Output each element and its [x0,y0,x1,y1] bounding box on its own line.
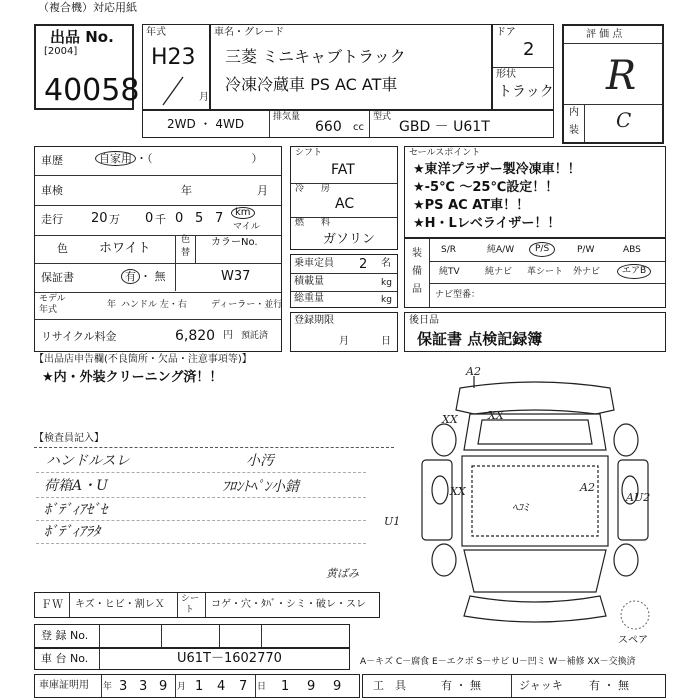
warranty-yes-option: 有 [121,269,140,284]
aircon-label1: 冷 [295,184,305,194]
displacement-label: 排気量 [273,112,301,122]
documents-block [404,312,666,352]
fuel-label2: 料 [321,218,331,228]
diagram-mark-a2-top: A2 [466,365,481,378]
sales-points-block [404,146,666,238]
cert-year-label: 年 [103,682,113,692]
fw-label: ＦＷ [41,598,63,611]
form-title: （複合機）対応用紙 [38,1,137,14]
equipment-label2: 備 [412,266,422,277]
sales-point-4: ★H・Lレベライザー！！ [413,216,561,231]
sales-point-1: ★東洋プラザー製冷凍車！！ [413,162,581,177]
vehicle-info-block [34,146,282,352]
registration-period-block [290,312,398,352]
sales-point-3: ★PS AC AT車！！ [413,198,530,213]
seat-label1: シー [181,594,200,604]
fuel-value: ガソリン [323,232,376,247]
grade-box [562,24,664,144]
car-name-label: 車名・グレード [214,27,284,38]
capacity-block [290,254,398,308]
fw-text: キズ・ヒビ・割レＸ [75,599,165,610]
warranty-choice [121,271,166,282]
registration-period-label: 登録期限 [294,315,334,326]
jack-value: 有 ・ 無 [589,679,629,692]
sales-points-label: セールスポイント [409,148,481,158]
recycle-label: リサイクル料金 [41,330,117,343]
model-label: 型式 [373,112,392,122]
cert-day-label: 日 [257,682,267,692]
payload-unit: kg [381,278,392,288]
recycle-note: 預託済 [241,331,269,341]
aircon-label2: 房 [321,184,331,194]
diagram-mark-xx-3: XX [450,485,466,498]
payload-label: 積載量 [294,276,324,287]
cert-month-label: 月 [177,682,187,692]
grade-label: 評 価 点 [586,29,623,40]
history-rest: ・（ ） [136,152,263,165]
diagram-mark-xx-1: XX [442,413,458,426]
damage-legend: A－キズ C－腐食 E－エクボ S－サビ U－凹ミ W－補修 XX－交換済 [360,657,636,667]
capacity-unit: 名 [381,258,391,269]
equip-navi: 純ナビ [485,267,513,277]
spare-label: スペア [618,635,648,646]
aircon-value: AC [335,196,355,212]
cert-y2: 3 [139,679,148,694]
warranty-rest: ・ 無 [140,270,166,283]
diagram-mark-yellowing: 黄ばみ [326,567,359,580]
misc-model-label: モデル [39,294,66,304]
equip-tv: 純TV [439,267,460,277]
fuel-label1: 燃 [295,218,305,228]
lot-year-tag: [2004] [44,46,78,57]
year-box [142,24,210,110]
documents-value: 保証書 点検記録簿 [417,330,543,348]
recycle-value: 6,820 [175,328,216,344]
inspector-label: 【検査員記入】 [34,433,104,444]
capacity-label: 乗車定員 [294,258,334,269]
year-label: 年式 [146,27,166,38]
inspection-month: 月 [257,184,268,197]
displacement-unit: cc [353,122,364,133]
diagram-mark-xx-2: XX [488,409,504,422]
recycle-unit: 円 [223,330,233,341]
diagram-mark-u1: U1 [384,515,401,528]
equip-nav-type: ナビ型番： [435,290,481,300]
cert-y1: 3 [119,679,128,694]
cert-m1: 1 [195,679,204,694]
lot-box [34,24,140,110]
misc-dealer: ディーラー・並行 [211,300,283,310]
register-no-row [34,624,350,648]
declaration-text: ★内・外装クリーニング済！！ [42,370,223,385]
fw-row [34,592,380,618]
interior-label2: 装 [569,125,579,136]
inspection-year: 年 [181,184,192,197]
misc-year: 年 [107,300,117,310]
shape-value: トラック [498,84,554,100]
mileage-d3: 5 [195,211,204,226]
cert-d3: 9 [333,679,342,694]
history-label: 車歴 [41,154,63,167]
tools-value: 有 ・ 無 [441,679,481,692]
register-no-label: 登 録 No. [41,629,89,642]
garage-cert-row [34,674,360,698]
mileage-d1: 0 [145,211,154,226]
tools-jack-row [362,674,666,698]
model-value: GBD － U61T [399,119,490,135]
spec-row [142,110,554,138]
equip-airbag: エアB [617,264,651,279]
equip-alloy-wheel: 純A/W [487,245,515,255]
equipment-label3: 品 [412,284,422,295]
equipment-block [404,238,666,308]
mileage-km: km [231,207,255,219]
interior-value: C [616,108,632,132]
diagram-mark-au2: AU2 [626,491,651,504]
grade-value: R [606,53,637,99]
mileage-d1-unit: 千 [155,213,166,226]
registration-period-month: 月 [339,336,349,347]
cert-y3: 9 [159,679,168,694]
mileage-mile: マイル [233,222,260,232]
year-month-label: 月 [199,92,209,103]
inspector-note-5: 小汚 [246,453,274,469]
cert-label: 車庫証明用 [39,680,89,691]
cert-m2: 4 [217,679,226,694]
chassis-no-label: 車 台 No. [41,652,89,665]
equip-ps: P/S [529,242,555,257]
displacement-value: 660 [315,119,342,135]
diagram-mark-a2-right: A2 [580,481,595,494]
cert-m3: 7 [239,679,248,694]
equip-ext-navi: 外ナビ [573,267,601,277]
gross-label: 総重量 [294,293,324,304]
registration-period-day: 日 [381,336,391,347]
mileage-d2: 0 [175,211,184,226]
declaration-label: 【出品店申告欄(不良箇所・欠品・注意事項等)】 [34,354,252,365]
chassis-no-row [34,648,350,670]
year-slash [143,25,211,111]
misc-handle: ハンドル 左・右 [121,300,187,310]
equip-pw: P/W [577,245,595,255]
car-name-line1: 三菱 ミニキャブトラック [225,47,406,66]
color-value: ホワイト [99,241,151,256]
equip-leather: 革シート [527,267,564,277]
capacity-value: 2 [359,257,368,272]
year-value: H23 [151,45,196,70]
equip-abs: ABS [623,245,641,255]
car-name-line2: 冷凍冷蔵車 PS AC AT車 [225,75,398,94]
cert-d2: 9 [307,679,316,694]
documents-label: 後日品 [409,315,439,326]
color-label: 色 [57,242,68,255]
mileage-man-unit: 万 [109,213,120,226]
mileage-label: 走行 [41,213,63,226]
lot-number: 40058 [44,73,140,108]
jack-label: ジャッキ [519,679,563,692]
interior-label1: 内 [569,107,579,118]
inspector-note-1: ハンドルスレ [46,453,130,469]
shift-value: FAT [331,162,355,178]
chassis-no-value: U61T－1602770 [177,651,282,666]
drive-value: 2WD ・ 4WD [167,117,245,131]
history-private-option: 自家用 [95,151,136,166]
seat-label2: ト [185,605,195,615]
car-name-box [210,24,492,110]
color-no-value: W37 [221,269,251,284]
misc-year-label: 年式 [39,305,58,315]
color-change-label1: 色 [181,235,191,245]
doors-value: 2 [523,39,535,60]
equip-sr: S/R [441,245,456,255]
doors-label: ドア [496,27,516,38]
inspector-note-3: ﾎﾞﾃﾞｨｱｾﾞｾ [44,502,107,518]
mileage-d4: 7 [215,211,224,226]
inspector-note-4: ﾎﾞﾃﾞｨｱﾗﾀ [44,524,100,540]
sales-point-2: ★-5℃ ～25℃設定！！ [413,180,559,195]
history-choice [95,153,263,164]
color-change-label2: 替 [181,248,191,258]
inspector-note-2: 荷箱A・U [44,478,108,494]
equipment-label1: 装 [412,248,422,259]
diagram-mark-dent: ﾍｺﾐ [512,501,529,514]
color-no-label: カラーNo. [211,237,258,248]
gross-unit: kg [381,295,392,305]
inspection-label: 車検 [41,184,63,197]
mileage-man: 20 [91,211,108,226]
shift-block [290,146,398,250]
inspector-note-6: ﾌﾛﾝﾄﾍﾟﾝ小錆 [222,479,299,495]
shift-label: シフト [295,148,323,158]
tools-label: 工 具 [373,679,406,692]
lot-label: 出品 No. [50,28,114,46]
doors-box [492,24,554,110]
vehicle-diagram [400,370,670,640]
shape-label: 形状 [496,69,516,80]
warranty-label: 保証書 [41,271,74,284]
cert-d1: 1 [281,679,290,694]
seat-text: コゲ・穴・ﾀﾊﾞ・シミ・破レ・スレ [211,599,366,610]
